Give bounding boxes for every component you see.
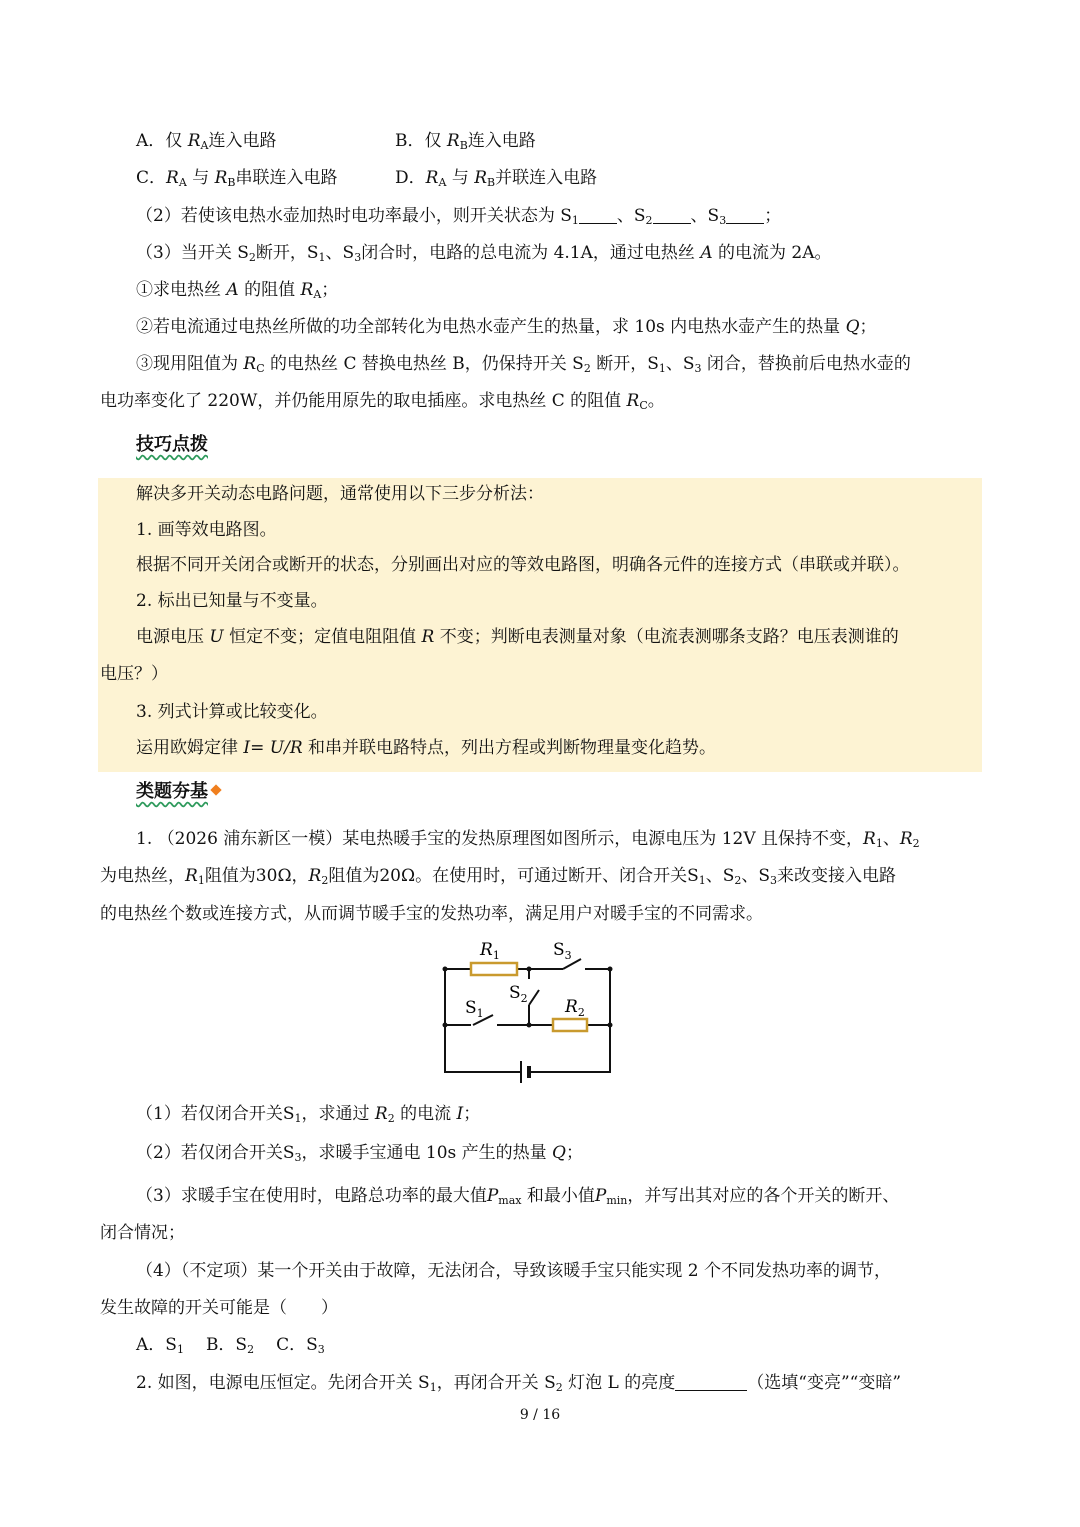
label-s3: $S_3$ bbox=[553, 940, 572, 962]
question-2: （2）若使该电热水壶加热时电功率最小，则开关状态为 $S_1$ 、$S_2$ 、$S_3$ ； bbox=[136, 206, 782, 227]
diamond-icon bbox=[210, 784, 221, 795]
tips-step-1-body: 根据不同开关闭合或断开的状态，分别画出对应的等效电路图，明确各元件的连接方式（串联或并联）。 bbox=[136, 555, 910, 575]
label-s1: $S_1$ bbox=[465, 998, 484, 1020]
tips-step-2-body-cont: 电压？） bbox=[100, 664, 168, 684]
tips-step-3-body: 运用欧姆定律 I= U/R 和串并联电路特点，列出方程或判断物理量变化趋势。 bbox=[136, 738, 717, 758]
problem-1-line-1: 1. （2026 浦东新区一模）某电热暖手宝的发热原理图如图所示，电源电压为 12V 且保持不变，$R_1$、$R_2$ bbox=[136, 829, 920, 850]
tips-step-2-body: 电源电压 U 恒定不变；定值电阻阻值 R 不变；判断电表测量对象（电流表测哪条支路？电压表测谁的 bbox=[136, 627, 899, 647]
question-3-part-3: ③现用阻值为 $R_C$ 的电热丝 C 替换电热丝 B，仍保持开关 $S_2$ 断开，$S_1$、$S_3$ 闭合，替换前后电热水壶的 bbox=[136, 354, 911, 375]
problem-1-q3: （3）求暖手宝在使用时，电路总功率的最大值$P_{max}$ 和最小值$P_{min}$，并写出其对应的各个开关的断开、 bbox=[136, 1186, 900, 1207]
label-s2: $S_2$ bbox=[509, 983, 528, 1005]
answer-blank-s2[interactable] bbox=[653, 205, 691, 224]
problem-1-line-2: 为电热丝，$R_1$阻值为30Ω，$R_2$阻值为20Ω。在使用时，可通过断开、闭合开关$S_1$、$S_2$、$S_3$来改变接入电路 bbox=[100, 866, 897, 887]
problem-1-q4-options: A．$S_1$ B．$S_2$ C．$S_3$ bbox=[136, 1335, 325, 1356]
tips-heading: 技巧点拨 bbox=[136, 434, 208, 455]
page-number: 9 / 16 bbox=[519, 1407, 561, 1423]
tips-intro: 解决多开关动态电路问题，通常使用以下三步分析法： bbox=[136, 484, 544, 504]
label-r2: $R_2$ bbox=[565, 997, 585, 1019]
resistor-r2 bbox=[553, 1019, 587, 1031]
practice-heading: 类题夯基 bbox=[136, 779, 220, 805]
answer-blank-brightness[interactable] bbox=[675, 1372, 747, 1391]
tips-step-1: 1. 画等效电路图。 bbox=[136, 520, 277, 540]
option-c: C．$R_A$ 与 $R_B$串联连入电路 bbox=[136, 168, 338, 189]
problem-1-q3-cont: 闭合情况； bbox=[100, 1223, 185, 1243]
tips-step-3: 3. 列式计算或比较变化。 bbox=[136, 702, 328, 722]
tips-step-2: 2. 标出已知量与不变量。 bbox=[136, 591, 328, 611]
problem-1-q1: （1）若仅闭合开关$S_1$，求通过 $R_2$ 的电流 I； bbox=[136, 1104, 481, 1125]
answer-blank-s1[interactable] bbox=[579, 205, 617, 224]
answer-blank-s3[interactable] bbox=[726, 205, 764, 224]
question-3: （3）当开关 $S_2$断开，$S_1$、$S_3$闭合时，电路的总电流为 4.1A，通过电热丝 A 的电流为 2A。 bbox=[136, 243, 832, 264]
option-b: B．仅 $R_B$连入电路 bbox=[395, 131, 536, 152]
question-3-part-2: ②若电流通过电热丝所做的功全部转化为电热水壶产生的热量，求 10s 内电热水壶产生的热量 Q； bbox=[136, 317, 877, 337]
option-d: D．$R_A$ 与 $R_B$并联连入电路 bbox=[395, 168, 598, 189]
problem-2-line-1: 2. 如图，电源电压恒定。先闭合开关 $S_1$，再闭合开关 $S_2$ 灯泡 L 的亮度 （选填“变亮”“变暗” bbox=[136, 1373, 902, 1394]
option-a: A．仅 $R_A$连入电路 bbox=[136, 131, 277, 152]
problem-1-q2: （2）若仅闭合开关$S_3$，求暖手宝通电 10s 产生的热量 Q； bbox=[136, 1143, 583, 1164]
question-3-part-3-cont: 电功率变化了 220W，并仍能用原先的取电插座。求电热丝 C 的阻值 $R_C$。 bbox=[100, 391, 665, 412]
problem-1-line-3: 的电热丝个数或连接方式，从而调节暖手宝的发热功率，满足用户对暖手宝的不同需求。 bbox=[100, 904, 763, 924]
resistor-r1 bbox=[471, 963, 517, 975]
question-3-part-1: ①求电热丝 A 的阻值 $R_A$； bbox=[136, 280, 339, 301]
problem-1-q4: （4）（不定项）某一个开关由于故障，无法闭合，导致该暖手宝只能实现 2 个不同发热功率的调节， bbox=[136, 1261, 891, 1281]
circuit-diagram bbox=[425, 935, 625, 1090]
label-r1: $R_1$ bbox=[480, 940, 500, 962]
problem-1-q4-cont: 发生故障的开关可能是（ ） bbox=[100, 1298, 338, 1318]
